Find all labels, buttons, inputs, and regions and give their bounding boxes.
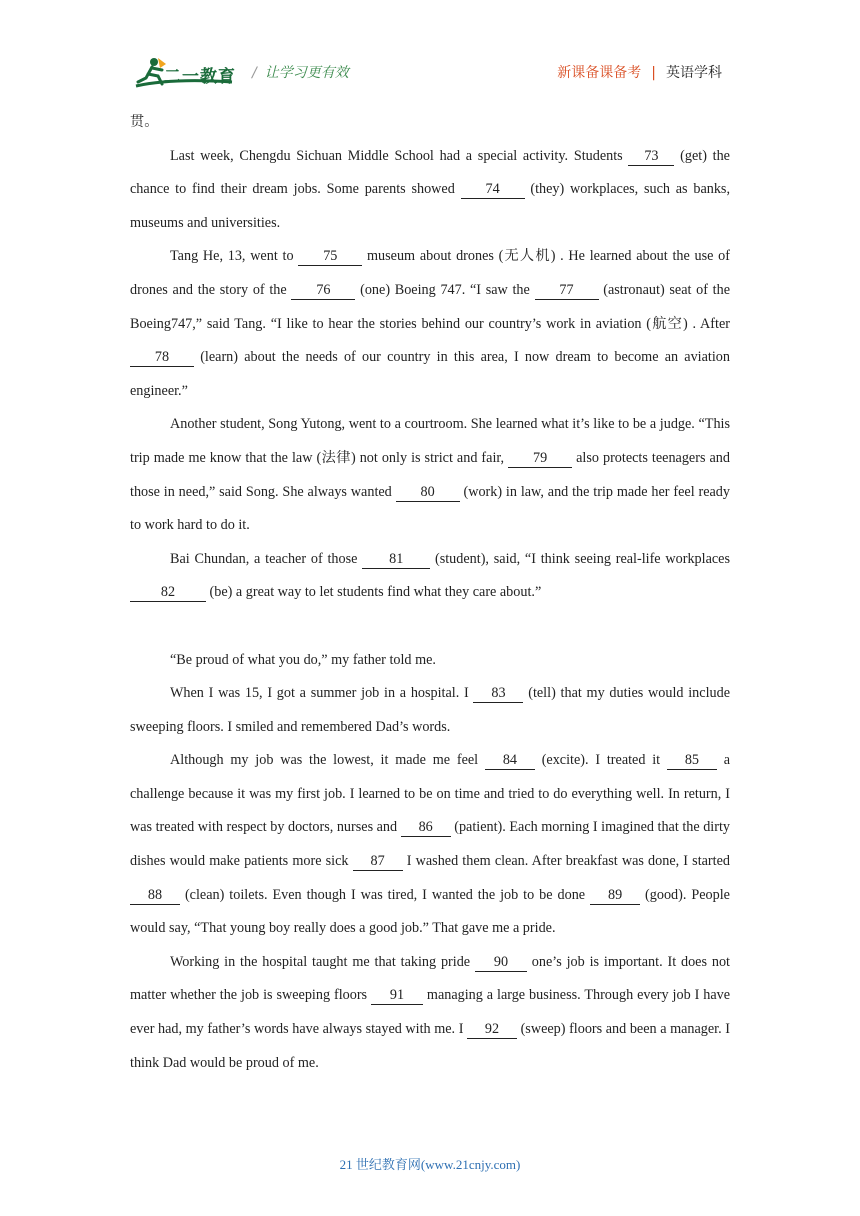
answer-blank-85: 85 (667, 751, 717, 770)
answer-blank-89: 89 (590, 886, 640, 905)
answer-blank-88: 88 (130, 886, 180, 905)
passage1-paragraph-4 (130, 543, 730, 610)
text-run: (astronaut) seat of the Boeing747,” said Tang. “I like to hear the stories behind our country’s work in aviation (航空) . After (130, 281, 730, 332)
text-run: one’s job is important. It does not matter whether the job is sweeping floors (130, 953, 730, 1004)
answer-blank-90: 90 (475, 953, 527, 972)
text-run: Last week, Chengdu Sichuan Middle School had a special activity. Students (170, 147, 629, 164)
answer-blank-83: 83 (473, 684, 523, 703)
text-run: (get) the chance to find their dream jobs. Some parents showed (130, 147, 730, 198)
passage2-paragraph-3 (130, 744, 730, 946)
text-run: (clean) toilets. Even though I was tired, I wanted the job to be done (180, 886, 591, 903)
text-run: (good). People would say, “That young boy really does a good job.” That gave me a pride. (130, 886, 730, 937)
answer-blank-80: 80 (396, 483, 460, 502)
text-run: museum about drones (无人机) . He learned about the use of drones and the story of the (130, 248, 730, 298)
text-run: Another student, Song Yutong, went to a courtroom. She learned what it’s like to be a judge. “This trip made me know that the law (法律) not only is strict and fair, (130, 416, 730, 466)
header-right (557, 62, 722, 82)
text-run: When I was 15, I got a summer job in a hospital. I (170, 685, 474, 702)
answer-blank-79: 79 (508, 449, 572, 468)
text-run: managing a large business. Through every job I have ever had, my father’s words have always stayed with me. I (130, 987, 731, 1038)
text-run: (excite). I treated it (534, 752, 667, 769)
header-subject: 英语学科 (666, 65, 722, 81)
passage2-paragraph-4 (130, 946, 730, 1080)
text-run: Bai Chundan, a teacher of those (170, 550, 363, 567)
passage1-paragraph-1 (130, 140, 730, 241)
text-run: also protects teenagers and those in need,” said Song. She always wanted (130, 449, 730, 500)
passage1-paragraph-3 (130, 408, 730, 542)
text-run: (be) a great way to let students find what they care about.” (206, 584, 542, 601)
passage1-lead: 贯。 (130, 114, 159, 130)
text-run: (one) Boeing 747. “I saw the (355, 281, 535, 298)
answer-blank-87: 87 (353, 852, 403, 871)
text-run: (they) workplaces, such as banks, museums and universities. (130, 181, 731, 231)
text-run: (patient). Each morning I imagined that the dirty dishes would make patients more sick (130, 819, 731, 870)
answer-blank-76: 76 (291, 281, 355, 300)
answer-blank-86: 86 (401, 818, 451, 837)
passage2-paragraph-1: “Be proud of what you do,” my father told me. (170, 651, 436, 668)
text-run: (sweep) floors and been a manager. I think Dad would be proud of me. (130, 1021, 730, 1071)
text-run: Tang He, 13, went to (170, 248, 299, 265)
slogan (252, 62, 349, 82)
answer-blank-91: 91 (371, 986, 423, 1005)
answer-blank-75: 75 (298, 247, 362, 266)
page-footer[interactable]: 21 世纪教育网(www.21cnjy.com) (339, 1157, 521, 1172)
answer-blank-77: 77 (535, 281, 599, 300)
answer-blank-81: 81 (362, 550, 430, 569)
passage1-paragraph-2 (130, 240, 730, 408)
header-separator: | (651, 65, 656, 81)
passage-gap (130, 610, 730, 644)
text-run: I washed them clean. After breakfast was done, I started (402, 853, 730, 870)
text-run: (work) in law, and the trip made her feel ready to work hard to do it. (130, 483, 730, 534)
text-run: Although my job was the lowest, it made me feel (170, 752, 485, 769)
slogan-text: 让学习更有效 (264, 65, 349, 81)
text-run: (learn) about the needs of our country in this area, I now dream to become an aviation engineer.” (130, 349, 730, 399)
header-course-label: 新课备课备考 (557, 65, 642, 81)
answer-blank-82: 82 (130, 583, 206, 602)
answer-blank-73: 73 (628, 147, 674, 166)
answer-blank-92: 92 (467, 1020, 517, 1039)
text-run: (student), said, “I think seeing real-life workplaces (430, 550, 730, 567)
passage2-paragraph-2 (130, 677, 730, 744)
answer-blank-78: 78 (130, 348, 194, 367)
text-run: (tell) that my duties would include sweeping floors. I smiled and remembered Dad’s words. (130, 685, 730, 735)
text-run: Working in the hospital taught me that taking pride (170, 953, 475, 970)
logo-text: 二一教育 (164, 67, 236, 87)
document-body (130, 106, 730, 1080)
answer-blank-74: 74 (461, 180, 525, 199)
slogan-slash: / (252, 65, 257, 81)
answer-blank-84: 84 (485, 751, 535, 770)
page-header (0, 0, 860, 100)
text-run: a challenge because it was my first job. I learned to be on time and tried to do everything well. In return, I was treated with respect by doctors, nurses and (130, 752, 730, 836)
